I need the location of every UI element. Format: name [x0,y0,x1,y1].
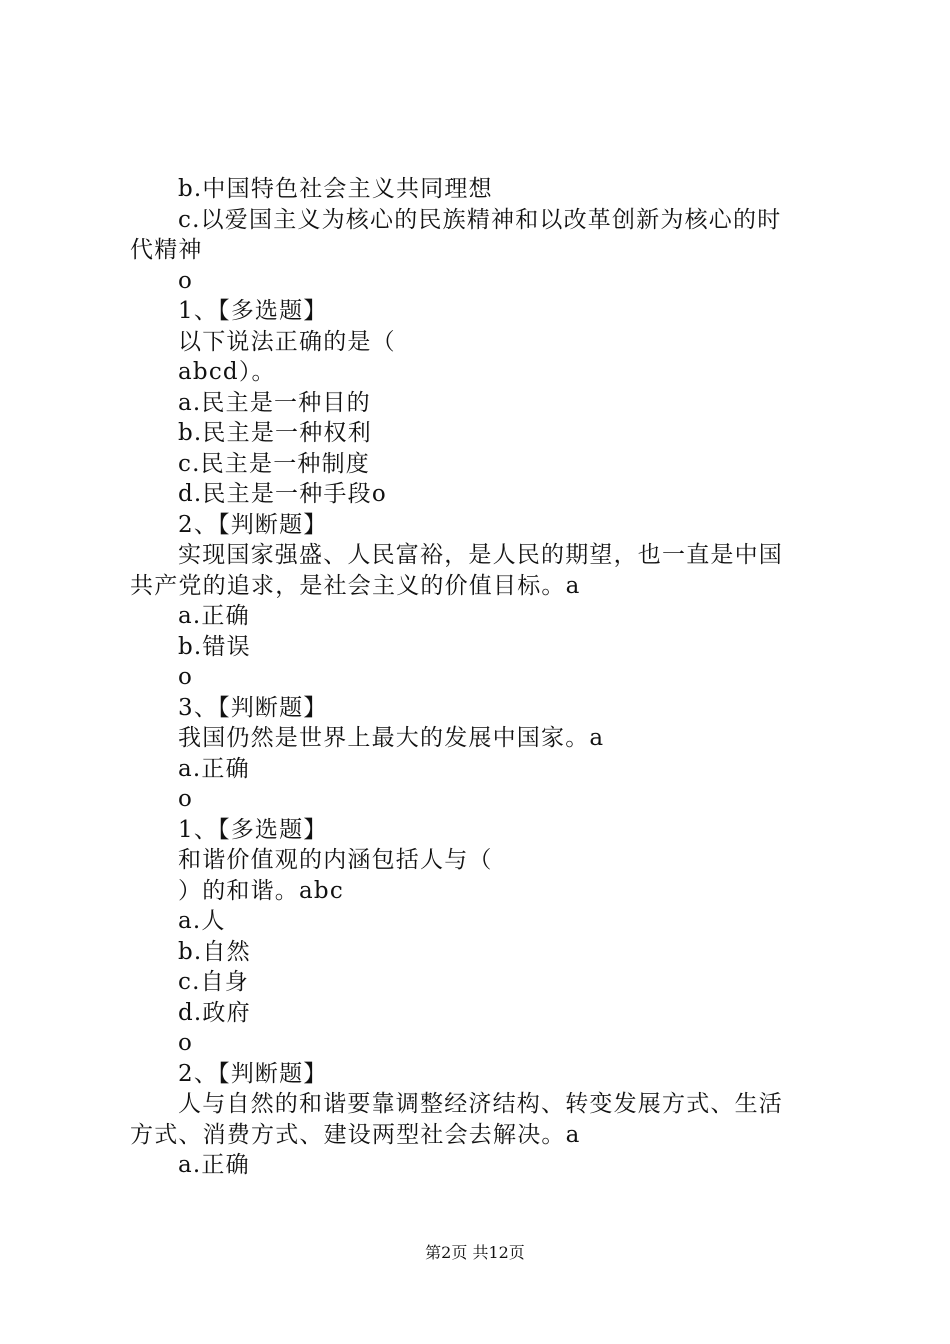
text-line: 和谐价值观的内涵包括人与（ [178,847,493,873]
text-line: b.自然 [178,938,251,965]
text-line: 方式、消费方式、建设两型社会去解决。a [130,1121,581,1148]
text-line: o [178,664,194,690]
text-line: d.政府 [178,999,251,1026]
text-line: b.民主是一种权利 [178,420,372,446]
text-line: d.民主是一种手段o [178,481,387,507]
text-line: 共产党的追求，是社会主义的价值目标。a [130,572,581,599]
text-line: b.错误 [178,633,251,660]
text-line: a.正确 [178,1152,250,1178]
text-line: a.民主是一种目的 [178,389,371,416]
text-line: ）的和谐。abc [178,877,344,904]
page-footer: 第2页 共12页 [425,1243,525,1262]
text-line: b.中国特色社会主义共同理想 [178,176,493,202]
text-line: 人与自然的和谐要靠调整经济结构、转变发展方式、生活 [178,1091,783,1117]
text-line: 2、【判断题】 [178,1060,328,1087]
text-line: 代精神 [130,237,203,263]
text-line: 我国仍然是世界上最大的发展中国家。a [178,725,605,751]
text-line: o [178,786,194,812]
text-line: 3、【判断题】 [178,694,328,721]
text-line: abcd）。 [178,359,276,385]
text-line: a.人 [178,908,226,934]
text-line: 1、【多选题】 [178,298,328,324]
text-line: 以下说法正确的是（ [178,328,396,355]
document-body [130,174,835,1181]
text-line: c.自身 [178,969,249,995]
text-line: a.正确 [178,603,250,629]
text-line: a.正确 [178,755,250,782]
text-line: 实现国家强盛、人民富裕，是人民的期望，也一直是中国 [178,542,783,568]
text-line: c.民主是一种制度 [178,450,370,477]
text-line: o [178,1030,194,1056]
text-line: 1、【多选题】 [178,816,328,843]
text-line: c.以爱国主义为核心的民族精神和以改革创新为核心的时 [178,206,782,233]
text-line: o [178,267,194,294]
text-line: 2、【判断题】 [178,511,328,538]
